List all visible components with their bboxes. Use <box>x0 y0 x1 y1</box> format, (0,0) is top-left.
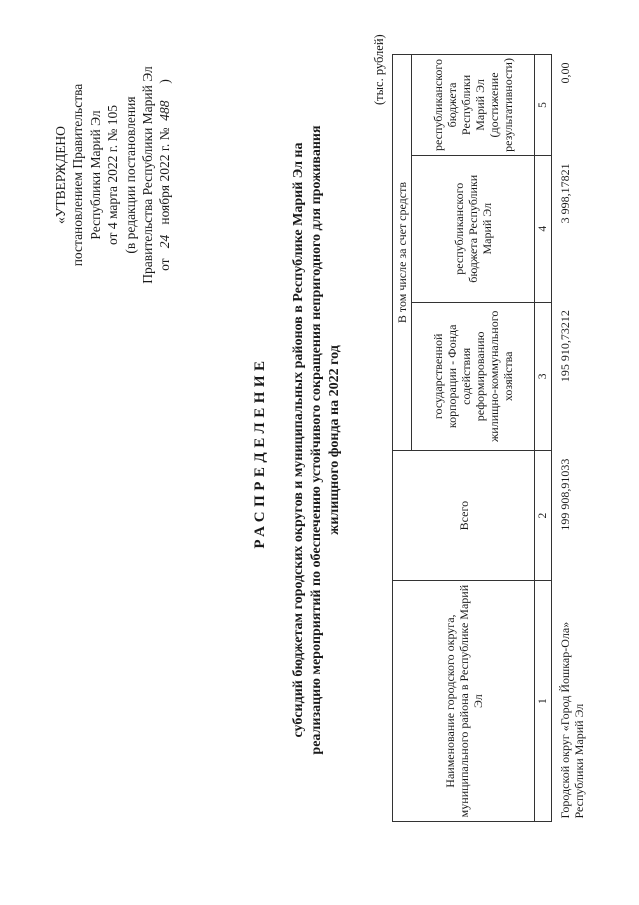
row-name: Городской округ «Город Йошкар-Ола» Республики Марий Эл <box>558 621 586 819</box>
table-row <box>552 55 589 822</box>
approval-line: «УТВЕРЖДЕНО <box>53 126 68 224</box>
distribution-table <box>392 54 588 822</box>
column-number: 4 <box>535 155 552 302</box>
approval-line: Республики Марий Эл <box>87 110 103 240</box>
approval-month-year: ноября 2022 г. № <box>157 127 173 225</box>
approval-close-paren: ) <box>157 79 173 84</box>
approval-line: Правительства Республики Марий Эл <box>140 66 156 284</box>
approval-line: (в редакции постановления <box>122 96 138 254</box>
approval-number: 488 <box>157 100 173 121</box>
header-fund: государственной корпорации - Фонда содействия реформированию жилищно-коммунального хозяйства <box>412 302 535 451</box>
approval-line: постановлением Правительства <box>70 83 86 267</box>
approval-day: 24 <box>157 234 173 249</box>
header-total: Всего <box>393 451 535 581</box>
header-rep-budget: республиканского бюджета Республики Марий Эл <box>412 155 535 302</box>
document-title: РАСПРЕДЕЛЕНИЕ <box>252 356 268 549</box>
header-row <box>393 55 412 822</box>
row-rep-budget: 3 998,17821 <box>558 163 572 224</box>
approval-line: от 4 марта 2022 г. № 105 <box>105 104 121 246</box>
column-number: 5 <box>535 55 552 156</box>
unit-note: (тыс. рублей) <box>372 34 386 105</box>
approval-block <box>52 25 174 325</box>
column-number: 1 <box>535 581 552 822</box>
row-total: 199 908,91033 <box>558 458 572 531</box>
header-group: В том числе за счет средств <box>393 55 412 451</box>
approval-last-line <box>156 25 173 325</box>
approval-from: от <box>157 258 173 271</box>
header-name: Наименование городского округа, муниципального района в Республике Марий Эл <box>393 581 535 822</box>
column-number-row <box>535 55 552 822</box>
document-subtitle: субсидий бюджетам городских округов и муниципальных районов в Республике Марий Эл на реализацию мероприятий по обеспечению устойчивого сокращения непригодного для проживания жилищного фонда на 2022 год <box>291 125 342 755</box>
row-rep-result: 0,00 <box>558 62 572 84</box>
header-rep-result: республиканского бюджета Республики Марий Эл (достижение результативности) <box>412 55 535 156</box>
column-number: 2 <box>535 451 552 581</box>
column-number: 3 <box>535 302 552 451</box>
row-fund: 195 910,73212 <box>558 310 572 383</box>
